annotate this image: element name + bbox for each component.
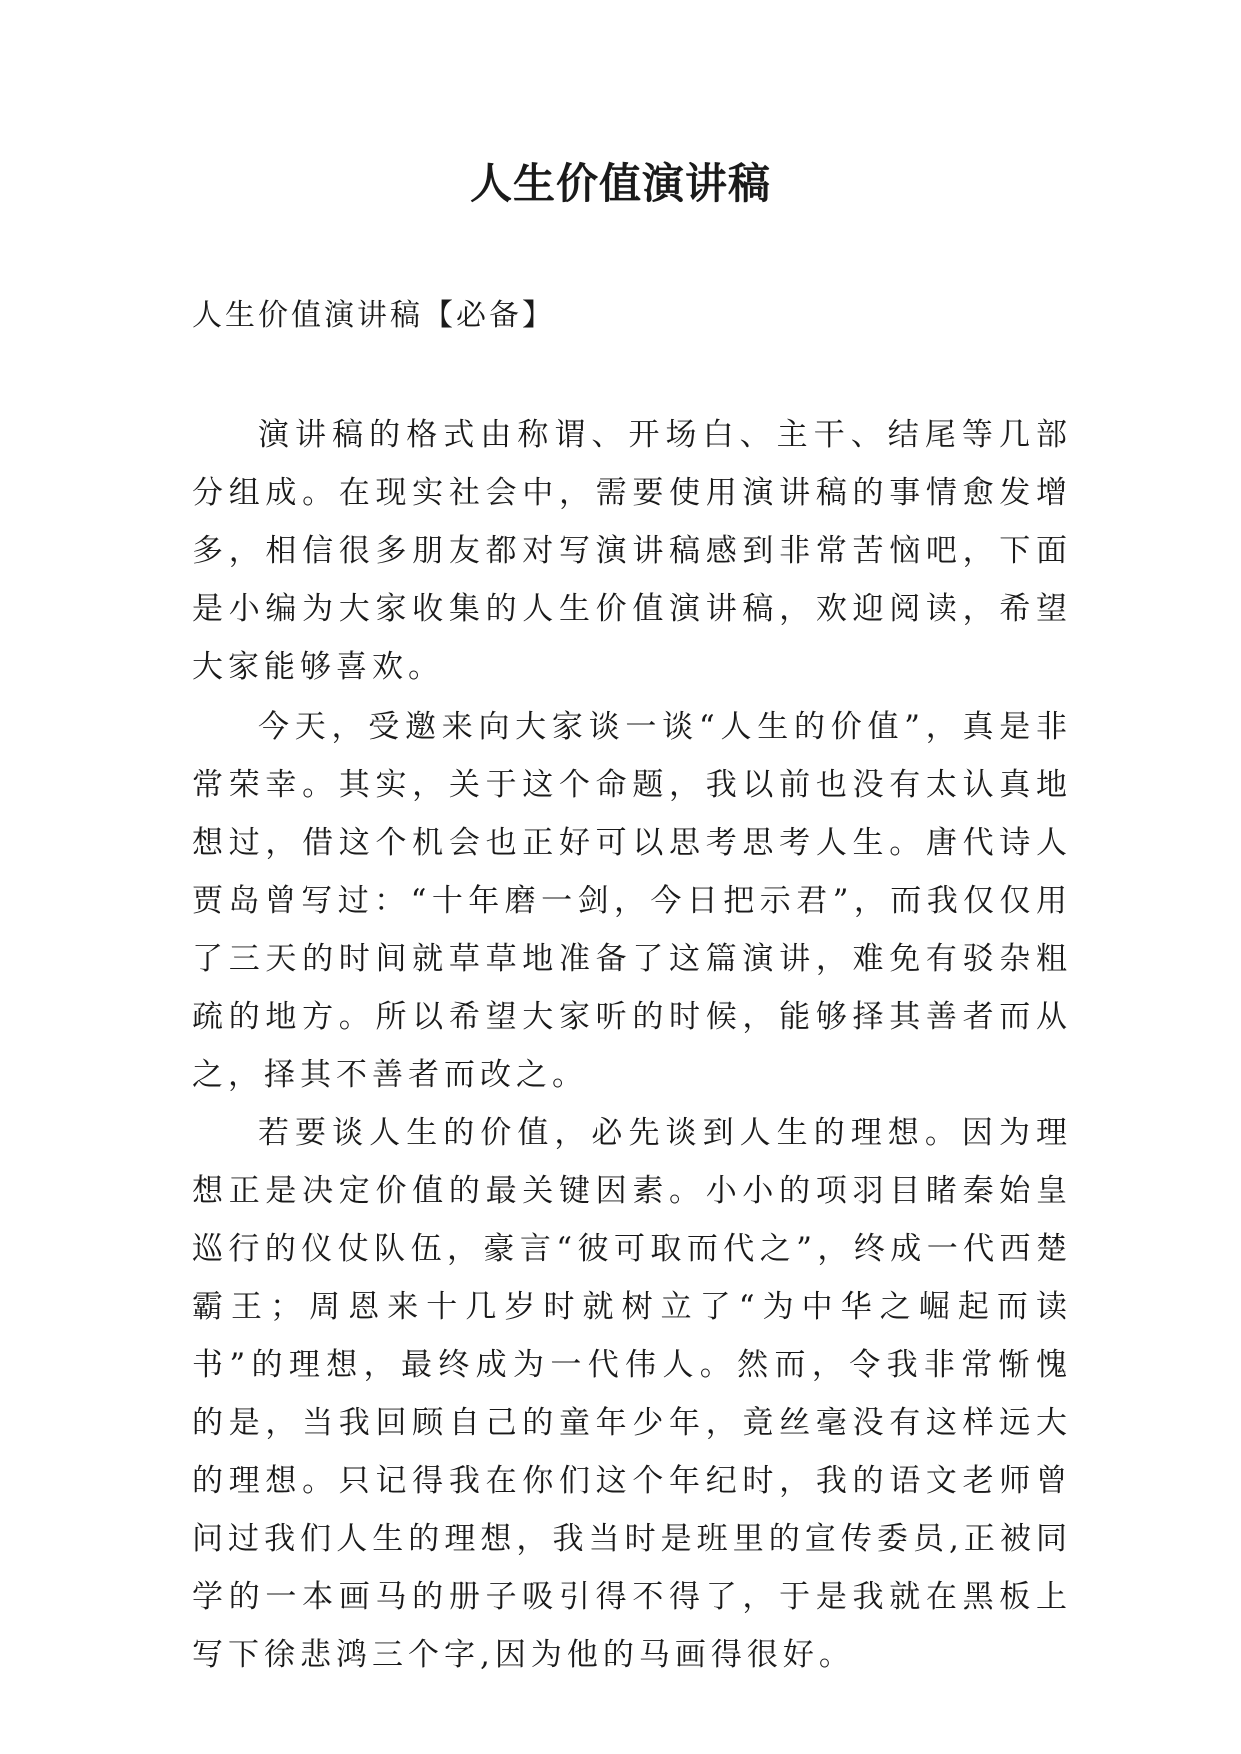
speech-ideal-paragraph: 若要谈人生的价值，必先谈到人生的理想。因为理想正是决定价值的最关键因素。小小的项羽目睹秦始皇巡行的仪仗队伍，豪言“彼可取而代之”，终成一代西楚霸王；周恩来十几岁时就树立了“为中华之崛起而读书”的理想，最终成为一代伟人。然而，令我非常惭愧的是，当我回顾自己的童年少年，竟丝毫没有这样远大的理想。只记得我在你们这个年纪时，我的语文老师曾问过我们人生的理想，我当时是班里的宣传委员,正被同学的一本画马的册子吸引得不得了，于是我就在黑板上写下徐悲鸿三个字,因为他的马画得很好。 — [192, 1115, 1072, 1673]
document-subtitle: 人生价值演讲稿【必备】 — [192, 298, 555, 333]
document-title: 人生价值演讲稿 — [469, 159, 771, 208]
intro-section — [192, 406, 1072, 696]
intro-paragraph: 演讲稿的格式由称谓、开场白、主干、结尾等几部分组成。在现实社会中，需要使用演讲稿的事情愈发增多，相信很多朋友都对写演讲稿感到非常苦恼吧，下面是小编为大家收集的人生价值演讲稿，欢迎阅读，希望大家能够喜欢。 — [192, 417, 1072, 685]
speech-opening-paragraph: 今天，受邀来向大家谈一谈“人生的价值”，真是非常荣幸。其实，关于这个命题，我以前也没有太认真地想过，借这个机会也正好可以思考思考人生。唐代诗人贾岛曾写过：“十年磨一剑，今日把示君”，而我仅仅用了三天的时间就草草地准备了这篇演讲，难免有驳杂粗疏的地方。所以希望大家听的时候，能够择其善者而从之，择其不善者而改之。 — [192, 709, 1072, 1093]
speech-section — [192, 698, 1072, 1684]
